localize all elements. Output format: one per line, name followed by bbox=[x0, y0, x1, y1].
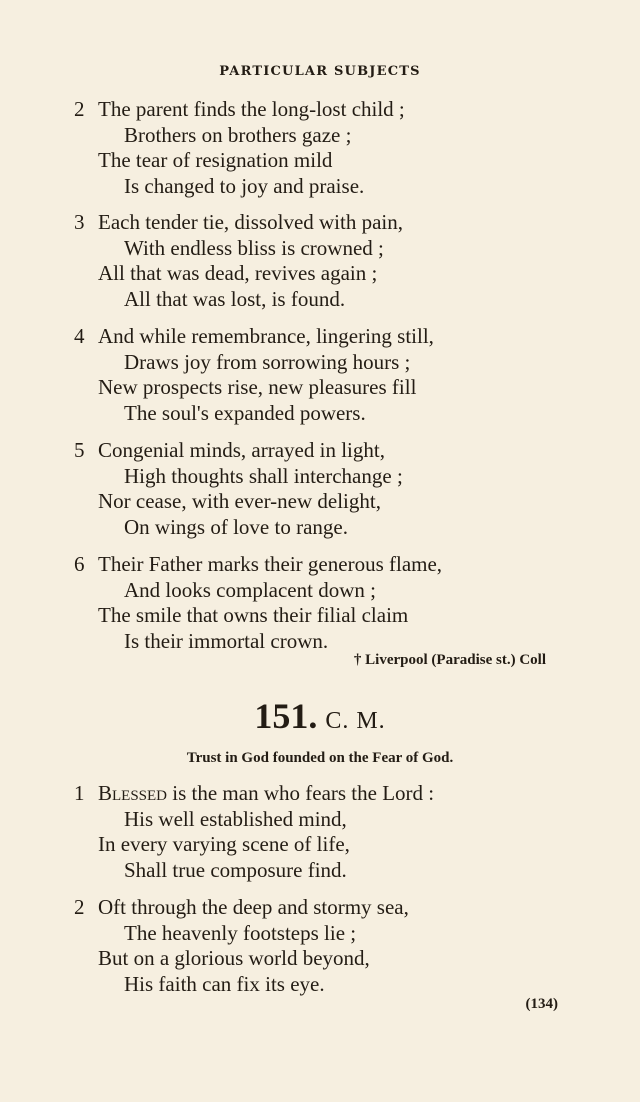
verse-line: On wings of love to range. bbox=[124, 514, 348, 539]
hymn-credit: † Liverpool (Paradise st.) Coll bbox=[353, 652, 546, 668]
verse-number: 4 bbox=[74, 324, 85, 348]
verse-line: Is changed to joy and praise. bbox=[124, 173, 365, 198]
verse-line: Congenial minds, arrayed in light, bbox=[98, 438, 385, 462]
verse-line: The heavenly footsteps lie ; bbox=[124, 920, 357, 945]
verse-2 bbox=[74, 895, 574, 997]
verse-line: The tear of resignation mild bbox=[98, 148, 333, 172]
verse-line: Oft through the deep and stormy sea, bbox=[98, 895, 409, 919]
verse-line: The smile that owns their filial claim bbox=[98, 603, 409, 627]
page-number: (134) bbox=[525, 996, 558, 1012]
verse-line: Draws joy from sorrowing hours ; bbox=[124, 349, 411, 374]
verse-first-word: Blessed bbox=[98, 781, 168, 805]
verse-number: 2 bbox=[74, 895, 85, 919]
verse-line: Shall true composure find. bbox=[124, 857, 347, 882]
verse-number: 2 bbox=[74, 97, 85, 121]
verse-1 bbox=[74, 781, 574, 883]
verse-line: In every varying scene of life, bbox=[98, 832, 350, 856]
verse-number: 5 bbox=[74, 438, 85, 462]
verse-line: But on a glorious world beyond, bbox=[98, 946, 370, 970]
verse-line: Each tender tie, dissolved with pain, bbox=[98, 210, 404, 234]
verse-line: The soul's expanded powers. bbox=[124, 400, 366, 425]
verse-number: 3 bbox=[74, 210, 85, 234]
verse-line: With endless bliss is crowned ; bbox=[124, 235, 384, 260]
running-head: PARTICULAR SUBJECTS bbox=[219, 64, 421, 79]
hymn-title bbox=[0, 695, 640, 737]
verse-number: 6 bbox=[74, 552, 85, 576]
verse-line: Their Father marks their generous flame, bbox=[98, 552, 443, 576]
verse-line: High thoughts shall interchange ; bbox=[124, 463, 403, 488]
verse-line: Nor cease, with ever-new delight, bbox=[98, 489, 381, 513]
verse-line: Brothers on brothers gaze ; bbox=[124, 122, 352, 147]
verse-line: All that was dead, revives again ; bbox=[98, 261, 378, 285]
hymn-number: 151. bbox=[254, 696, 318, 736]
verse-4 bbox=[74, 324, 574, 426]
verse-line: is the man who fears the Lord : bbox=[167, 781, 435, 805]
hymn-subtitle: Trust in God founded on the Fear of God. bbox=[186, 750, 454, 766]
verse-line: New prospects rise, new pleasures fill bbox=[98, 375, 417, 399]
verse-line: All that was lost, is found. bbox=[124, 286, 346, 311]
verse-line: His faith can fix its eye. bbox=[124, 971, 325, 996]
verse-number: 1 bbox=[74, 781, 85, 805]
hymn-meter: C. M. bbox=[325, 708, 386, 734]
verse-line: And while remembrance, lingering still, bbox=[98, 324, 434, 348]
verse-line: The parent finds the long-lost child ; bbox=[98, 97, 405, 121]
verse-3 bbox=[74, 210, 574, 312]
verse-5 bbox=[74, 438, 574, 540]
verse-2 bbox=[74, 97, 574, 199]
verse-line: And looks complacent down ; bbox=[124, 577, 376, 602]
verse-line: His well established mind, bbox=[124, 806, 347, 831]
verse-line: Is their immortal crown. bbox=[124, 628, 329, 653]
verse-6 bbox=[74, 552, 574, 654]
